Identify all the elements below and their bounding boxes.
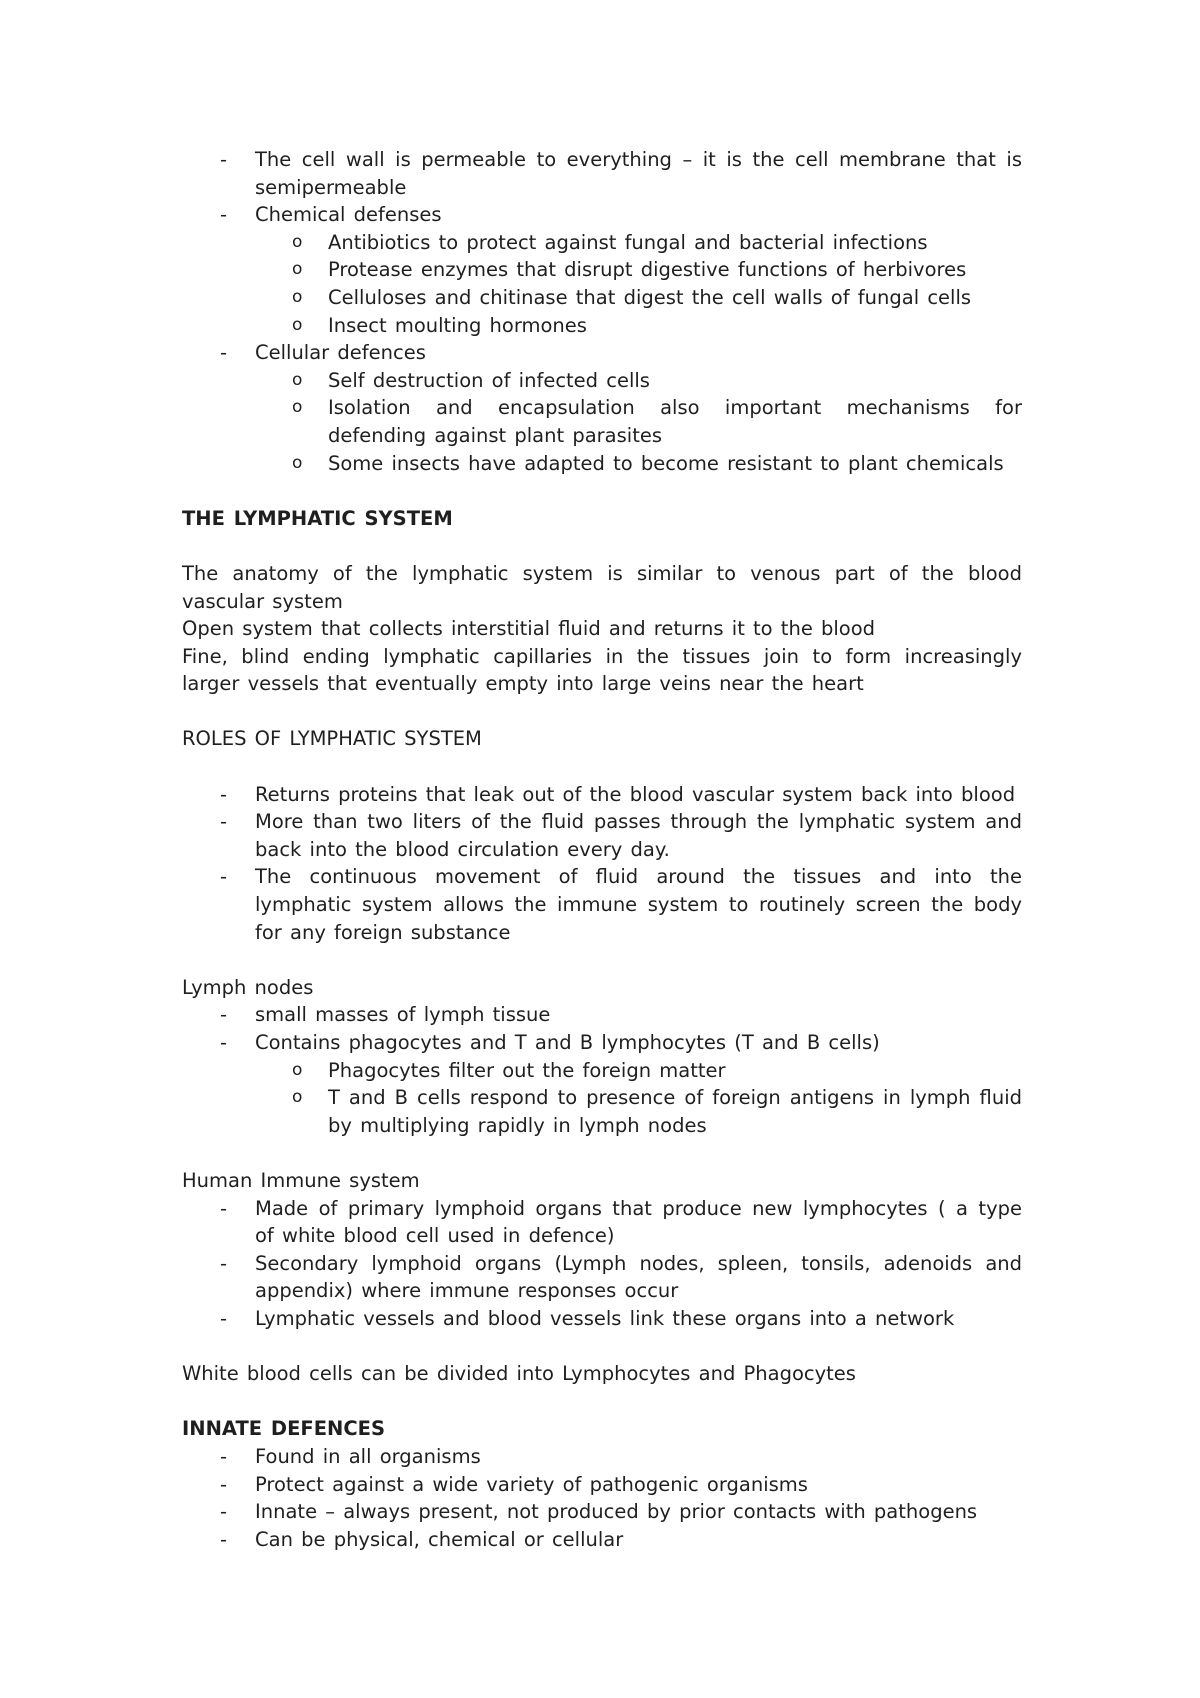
sub-list-item: o Self destruction of infected cells	[182, 367, 1022, 395]
list-item: - Cellular defences	[182, 339, 1022, 367]
list-item: - The cell wall is permeable to everything – it is the cell membrane that is semipermeable	[182, 146, 1022, 201]
section-heading-roles: ROLES OF LYMPHATIC SYSTEM	[182, 727, 482, 751]
list-item: - Lymphatic vessels and blood vessels link these organs into a network	[182, 1305, 1022, 1333]
list-item: - Found in all organisms	[182, 1443, 1022, 1471]
sub-list-item: o Celluloses and chitinase that digest the cell walls of fungal cells	[182, 284, 1022, 312]
sub-list-item: o Antibiotics to protect against fungal and bacterial infections	[182, 229, 1022, 257]
list-item: - Made of primary lymphoid organs that produce new lymphocytes ( a type of white blood cell used in defence)	[182, 1195, 1022, 1250]
list-item: - Secondary lymphoid organs (Lymph nodes, spleen, tonsils, adenoids and appendix) where immune responses occur	[182, 1250, 1022, 1305]
list-item: - Innate – always present, not produced by prior contacts with pathogens	[182, 1498, 1022, 1526]
list-item: - More than two liters of the fluid passes through the lymphatic system and back into the blood circulation every day.	[182, 808, 1022, 863]
sub-list-item: o Protease enzymes that disrupt digestive functions of herbivores	[182, 256, 1022, 284]
list-item: - Returns proteins that leak out of the blood vascular system back into blood	[182, 781, 1022, 809]
list-item: - Contains phagocytes and T and B lymphocytes (T and B cells)	[182, 1029, 1022, 1057]
section-heading-immune-system: Human Immune system	[182, 1168, 420, 1192]
paragraph-line: Fine, blind ending lymphatic capillaries in the tissues join to form increasingly larger vessels that eventually empty into large veins near the heart	[182, 644, 1022, 696]
sub-list-item: o T and B cells respond to presence of foreign antigens in lymph fluid by multiplying rapidly in lymph nodes	[182, 1084, 1022, 1139]
document-page	[182, 146, 1022, 1553]
paragraph-line: White blood cells can be divided into Lymphocytes and Phagocytes	[182, 1362, 856, 1386]
sub-list-item: o Some insects have adapted to become resistant to plant chemicals	[182, 450, 1022, 478]
sub-list-item: o Phagocytes filter out the foreign matter	[182, 1057, 1022, 1085]
list-item: - small masses of lymph tissue	[182, 1001, 1022, 1029]
sub-list-item: o Insect moulting hormones	[182, 312, 1022, 340]
paragraph-line: The anatomy of the lymphatic system is similar to venous part of the blood vascular system	[182, 561, 1022, 613]
section-heading-lymph-nodes: Lymph nodes	[182, 975, 314, 999]
list-item: - Chemical defenses	[182, 201, 1022, 229]
section-heading-lymphatic-system: THE LYMPHATIC SYSTEM	[182, 506, 453, 530]
list-item: - The continuous movement of fluid around the tissues and into the lymphatic system allows the immune system to routinely screen the body for any foreign substance	[182, 863, 1022, 946]
list-item: - Can be physical, chemical or cellular	[182, 1526, 1022, 1554]
section-heading-innate-defences: INNATE DEFENCES	[182, 1417, 386, 1441]
plant-defences-list	[182, 146, 1022, 477]
sub-list-item: o Isolation and encapsulation also important mechanisms for defending against plant parasites	[182, 394, 1022, 449]
paragraph-line: Open system that collects interstitial fluid and returns it to the blood	[182, 617, 876, 641]
list-item: - Protect against a wide variety of pathogenic organisms	[182, 1471, 1022, 1499]
